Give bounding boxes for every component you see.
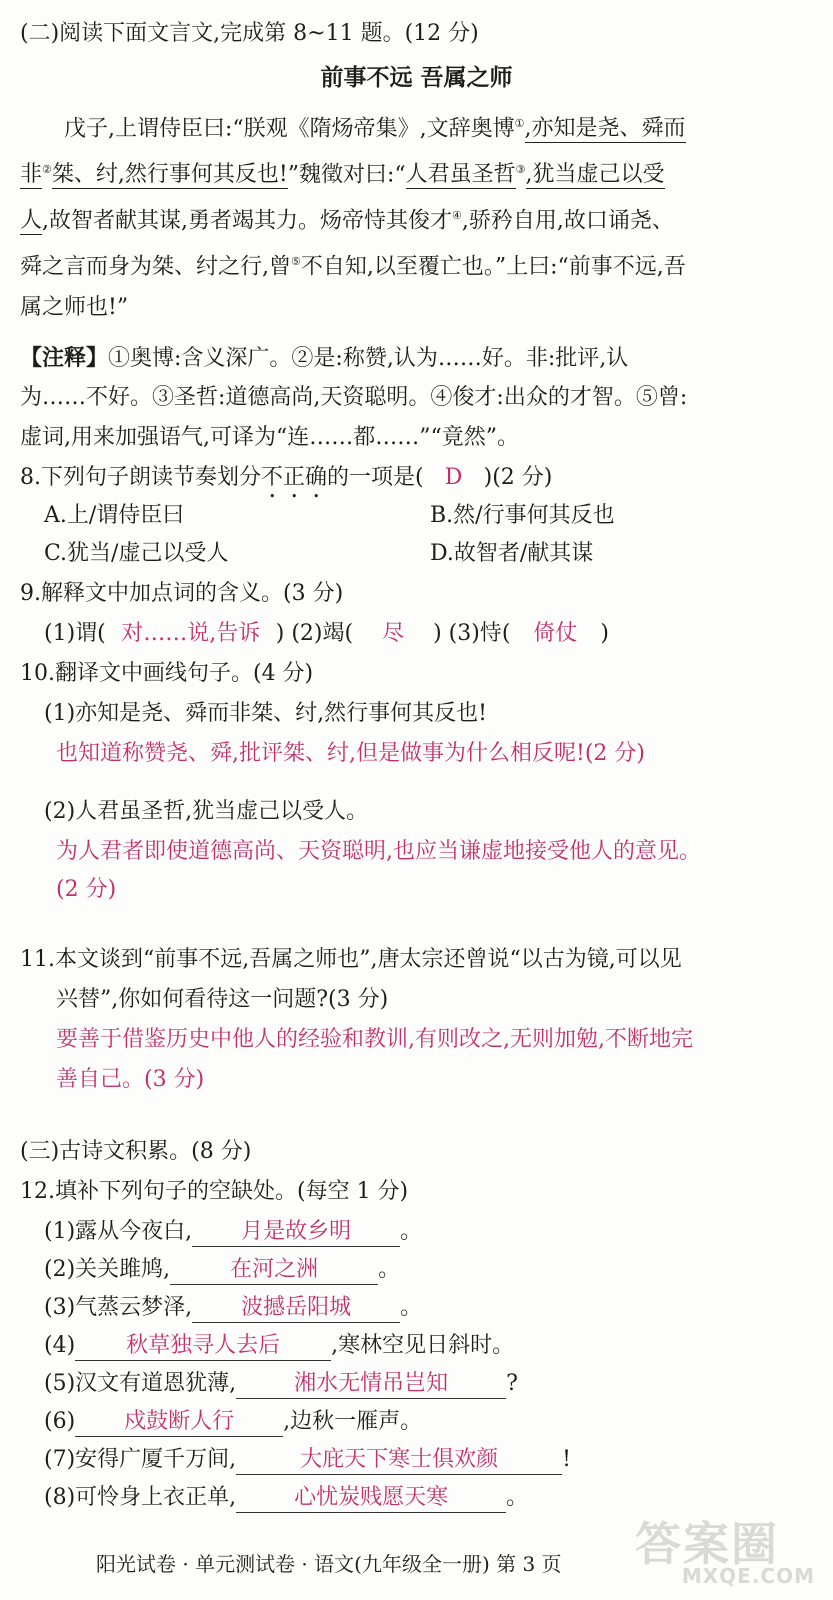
q9-answer-3: 倚仗 — [533, 621, 578, 646]
fill-answer: 波撼岳阳城 — [192, 1294, 400, 1323]
q9-answer-2: 尽 — [382, 621, 405, 646]
underlined-sentence: 桀、纣,然行事何其反也! — [51, 162, 288, 188]
passage-text: ,骄矜自用,故口诵尧、 — [461, 208, 674, 234]
fill-suffix: ! — [562, 1447, 572, 1472]
q10-sentence-2: (2)人君虽圣哲,犹当虚己以受人。 — [44, 799, 369, 824]
q11-answer-line-1: 要善于借鉴历史中他人的经验和教训,有则改之,无则加勉,不断地完 — [56, 1027, 693, 1052]
q12-stem: 12.填补下列句子的空缺处。(每空 1 分) — [20, 1179, 409, 1204]
fill-answer: 戍鼓断人行 — [75, 1408, 283, 1437]
passage-text: 不自知,以至覆亡也。”上曰:“前事不远,吾 — [300, 254, 686, 280]
fill-prefix: (5)汉文有道恩犹薄, — [44, 1371, 237, 1396]
q8-stem-text: )(2 分) — [483, 465, 553, 490]
underlined-sentence: 非 — [20, 162, 43, 188]
q8-emphasis: 不正确 — [261, 465, 328, 490]
fill-suffix: 。 — [378, 1257, 401, 1282]
section3-heading: (三)古诗文积累。(8 分) — [20, 1139, 252, 1164]
passage-line-1 — [64, 110, 686, 143]
underlined-sentence: 人君虽圣哲 — [405, 162, 516, 188]
q8-option-d: D.故智者/献其谋 — [430, 541, 594, 566]
q8-stem — [20, 464, 552, 503]
footnote-marker: ① — [514, 117, 525, 130]
q8-option-b: B.然/行事何其反也 — [430, 503, 615, 528]
fill-prefix: (2)关关雎鸠, — [44, 1257, 171, 1282]
notes-text: ①奥博:含义深广。②是:称赞,认为……好。非:批评,认 — [108, 346, 629, 371]
q10-stem: 10.翻译文中画线句子。(4 分) — [20, 661, 314, 686]
footnote-marker: ⑤ — [291, 255, 301, 268]
fill-prefix: (1)露从今夜白, — [44, 1219, 193, 1244]
notes-line-3: 虚词,用来加强语气,可译为“连……都……”“竟然”。 — [20, 425, 519, 450]
notes-line-2: 为……不好。③圣哲:道德高尚,天资聪明。④俊才:出众的才智。⑤曾: — [20, 385, 688, 410]
q8-stem-text: 的一项是( — [327, 465, 424, 490]
q11-stem-line-1: 11.本文谈到“前事不远,吾属之师也”,唐太宗还曾说“以古为镜,可以见 — [20, 947, 682, 972]
passage-text: 舜之言而身为桀、纣之行,曾 — [20, 254, 291, 280]
fill-item-1 — [44, 1218, 422, 1247]
fill-item-7 — [44, 1446, 571, 1475]
fill-suffix: 。 — [400, 1295, 423, 1320]
fill-answer: 大庇天下寒士俱欢颜 — [236, 1446, 562, 1475]
footnote-marker: ④ — [452, 209, 462, 222]
passage-text: ”魏徵对曰:“ — [287, 162, 406, 188]
notes-line-1 — [20, 344, 628, 373]
watermark-text: 答案圈 — [635, 1517, 779, 1571]
q9-answers — [44, 620, 609, 648]
fill-prefix: (6) — [44, 1409, 76, 1434]
footnote-marker: ③ — [515, 163, 526, 176]
section2-heading: (二)阅读下面文言文,完成第 8~11 题。(12 分) — [20, 21, 479, 46]
fill-item-4 — [44, 1332, 514, 1361]
q9-prompt: ) — [600, 621, 609, 646]
q10-answer-2-line-1: 为人君者即使道德高尚、天资聪明,也应当谦虚地接受他人的意见。 — [56, 839, 701, 864]
fill-suffix: 。 — [506, 1485, 529, 1510]
underlined-sentence: 人 — [20, 208, 43, 234]
q10-answer-1: 也知道称赞尧、舜,批评桀、纣,但是做事为什么相反呢!(2 分) — [56, 741, 645, 766]
fill-suffix: 。 — [400, 1219, 423, 1244]
q10-sentence-1: (1)亦知是尧、舜而非桀、纣,然行事何其反也! — [44, 701, 487, 726]
passage-line-4 — [20, 248, 686, 281]
fill-suffix: ? — [506, 1371, 518, 1396]
fill-answer: 湘水无情吊岂知 — [236, 1370, 506, 1399]
q8-option-c: C.犹当/虚己以受人 — [44, 541, 229, 566]
passage-text: ,故智者献其谋,勇者竭其力。炀帝恃其俊才 — [42, 208, 453, 234]
fill-item-3 — [44, 1294, 422, 1323]
fill-suffix: ,边秋一雁声。 — [283, 1409, 423, 1434]
q9-prompt: ) (3)恃( — [433, 621, 511, 646]
fill-suffix: ,寒林空见日斜时。 — [331, 1333, 515, 1358]
fill-answer: 心忧炭贱愿天寒 — [236, 1484, 506, 1513]
q8-stem-text: 8.下列句子朗读节奏划分 — [20, 465, 261, 490]
passage-title: 前事不远 吾属之师 — [320, 64, 513, 91]
fill-answer: 秋草独寻人去后 — [75, 1332, 331, 1361]
fill-answer: 月是故乡明 — [192, 1218, 400, 1247]
q9-stem: 9.解释文中加点词的含义。(3 分) — [20, 581, 344, 606]
q11-stem-line-2: 兴替”,你如何看待这一问题?(3 分) — [56, 987, 389, 1012]
fill-item-2 — [44, 1256, 400, 1285]
fill-item-8 — [44, 1484, 528, 1513]
page-footer: 阳光试卷 · 单元测试卷 · 语文(九年级全一册) 第 3 页 — [96, 1552, 562, 1576]
fill-prefix: (7)安得广厦千万间, — [44, 1447, 237, 1472]
q11-answer-line-2: 善自己。(3 分) — [56, 1067, 205, 1092]
fill-answer: 在河之洲 — [170, 1256, 378, 1285]
passage-text: 戊子,上谓侍臣曰:“朕观《隋炀帝集》,文辞奥博 — [64, 116, 515, 142]
passage-line-2 — [20, 156, 665, 189]
q9-prompt: ) (2)竭( — [275, 621, 354, 646]
underlined-sentence: ,犹当虚己以受 — [525, 162, 665, 188]
fill-prefix: (8)可怜身上衣正单, — [44, 1485, 237, 1510]
q9-answer-1: 对……说,告诉 — [121, 621, 261, 646]
q9-prompt: (1)谓( — [44, 621, 106, 646]
watermark-logo — [635, 1508, 825, 1588]
watermark-url: MXQE.COM — [681, 1564, 815, 1588]
footnote-marker: ② — [42, 163, 52, 176]
passage-line-5: 属之师也!” — [20, 295, 129, 320]
underlined-sentence: ,亦知是尧、舜而 — [524, 116, 686, 142]
q8-option-a: A.上/谓侍臣曰 — [44, 503, 185, 528]
fill-prefix: (4) — [44, 1333, 76, 1358]
fill-item-5 — [44, 1370, 518, 1399]
passage-line-3 — [20, 202, 674, 235]
notes-label: 【注释】 — [20, 345, 109, 371]
fill-item-6 — [44, 1408, 422, 1437]
q10-answer-2-line-2: (2 分) — [56, 877, 117, 902]
q8-answer: D — [444, 465, 463, 490]
fill-prefix: (3)气蒸云梦泽, — [44, 1295, 193, 1320]
